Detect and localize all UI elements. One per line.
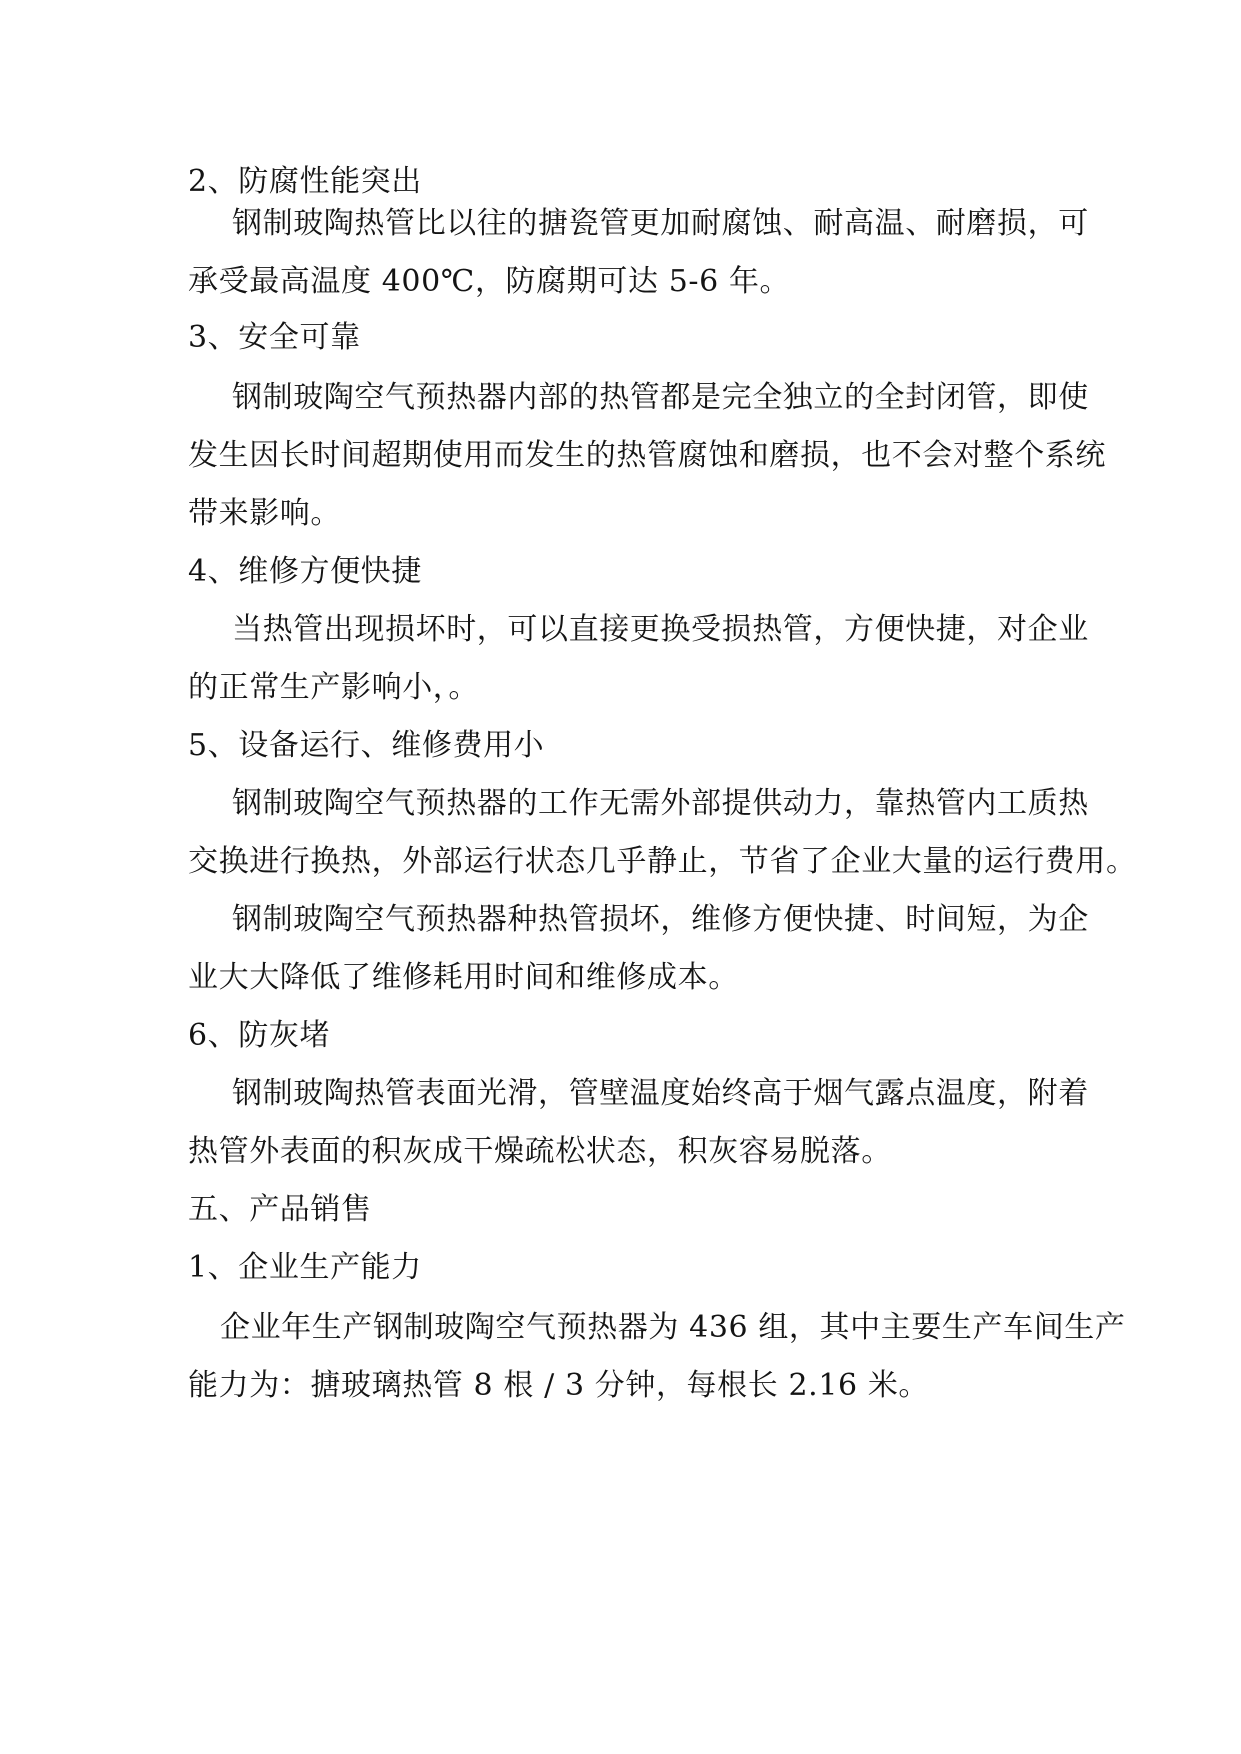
paragraph-line: 带来影响。	[188, 496, 341, 531]
paragraph-line: 发生因长时间超期使用而发生的热管腐蚀和磨损，也不会对整个系统	[188, 438, 1106, 473]
section-heading-4: 4、维修方便快捷	[188, 554, 422, 589]
paragraph-line: 交换进行换热，外部运行状态几乎静止，节省了企业大量的运行费用。	[188, 844, 1137, 879]
section-heading-1: 1、企业生产能力	[188, 1250, 422, 1285]
paragraph-line: 钢制玻陶热管比以往的搪瓷管更加耐腐蚀、耐高温、耐磨损，可	[232, 206, 1089, 241]
paragraph-line: 当热管出现损坏时，可以直接更换受损热管，方便快捷，对企业	[232, 612, 1089, 647]
chapter-heading-5: 五、产品销售	[188, 1192, 372, 1227]
paragraph-line: 钢制玻陶空气预热器的工作无需外部提供动力，靠热管内工质热	[232, 786, 1089, 821]
section-heading-6: 6、防灰堵	[188, 1018, 331, 1053]
paragraph-line: 钢制玻陶空气预热器内部的热管都是完全独立的全封闭管，即使	[232, 380, 1089, 415]
paragraph-line: 的正常生产影响小，。	[188, 670, 479, 705]
section-heading-5: 5、设备运行、维修费用小	[188, 728, 545, 763]
section-heading-3: 3、安全可靠	[188, 320, 361, 355]
paragraph-line: 业大大降低了维修耗用时间和维修成本。	[188, 960, 739, 995]
section-heading-2: 2、防腐性能突出	[188, 164, 422, 199]
paragraph-line: 钢制玻陶热管表面光滑，管壁温度始终高于烟气露点温度，附着	[232, 1076, 1089, 1111]
paragraph-line: 能力为：搪玻璃热管 8 根 / 3 分钟，每根长 2.16 米。	[188, 1368, 930, 1403]
paragraph-line: 热管外表面的积灰成干燥疏松状态，积灰容易脱落。	[188, 1134, 892, 1169]
paragraph-line: 钢制玻陶空气预热器种热管损坏，维修方便快捷、时间短，为企	[232, 902, 1089, 937]
paragraph-line: 企业年生产钢制玻陶空气预热器为 436 组，其中主要生产车间生产	[220, 1310, 1126, 1345]
paragraph-line: 承受最高温度 400℃，防腐期可达 5-6 年。	[188, 264, 791, 299]
